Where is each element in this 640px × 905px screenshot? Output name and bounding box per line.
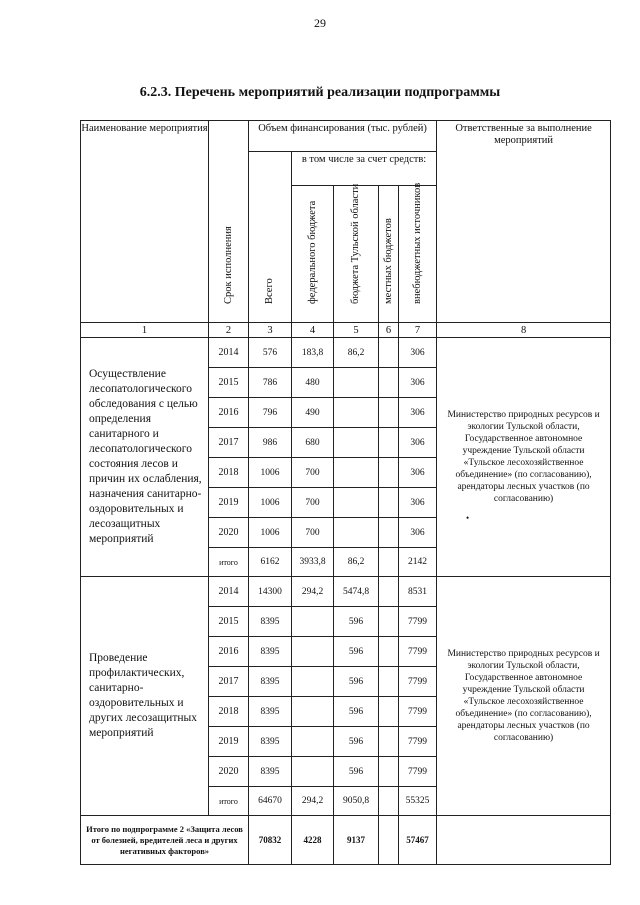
cell-local bbox=[379, 368, 399, 398]
cell-local bbox=[379, 637, 399, 667]
cell-local bbox=[379, 338, 399, 368]
row-year: 2017 bbox=[209, 428, 249, 458]
cell-total: 1006 bbox=[249, 488, 292, 518]
cell-regional bbox=[334, 398, 379, 428]
cell-extra: 7799 bbox=[399, 607, 437, 637]
col-num-4: 4 bbox=[292, 323, 334, 338]
cell-local bbox=[379, 577, 399, 607]
cell-regional: 596 bbox=[334, 637, 379, 667]
cell-federal: 680 bbox=[292, 428, 334, 458]
cell-regional bbox=[334, 368, 379, 398]
activity-responsible: Министерство природных ресурсов и экологии Тульской области, Государственное автономное учреждение Тульской области «Тульское лесохозяйственное объединение» (по согласованию), арендаторы лесных участков (по согласованию) bbox=[437, 338, 611, 577]
cell-total: 986 bbox=[249, 428, 292, 458]
col-num-5: 5 bbox=[334, 323, 379, 338]
cell-extra: 2142 bbox=[399, 548, 437, 577]
col-num-8: 8 bbox=[437, 323, 611, 338]
cell-local bbox=[379, 398, 399, 428]
cell-local bbox=[379, 488, 399, 518]
cell-federal bbox=[292, 727, 334, 757]
cell-local bbox=[379, 667, 399, 697]
cell-regional: 596 bbox=[334, 757, 379, 787]
cell-federal: 183,8 bbox=[292, 338, 334, 368]
cell-extra: 7799 bbox=[399, 757, 437, 787]
cell-federal: 700 bbox=[292, 518, 334, 548]
cell-local bbox=[379, 458, 399, 488]
cell-federal: 490 bbox=[292, 398, 334, 428]
header-responsible: Ответственные за выполнение мероприятий bbox=[437, 121, 611, 323]
cell-regional: 9050,8 bbox=[334, 787, 379, 816]
grand-total-regional: 9137 bbox=[334, 816, 379, 865]
header-name: Наименование мероприятия bbox=[81, 121, 209, 323]
row-year: 2017 bbox=[209, 667, 249, 697]
page-number: 29 bbox=[314, 16, 326, 30]
cell-extra: 306 bbox=[399, 428, 437, 458]
cell-federal bbox=[292, 637, 334, 667]
stray-mark: • bbox=[466, 513, 470, 523]
cell-extra: 306 bbox=[399, 338, 437, 368]
cell-federal bbox=[292, 757, 334, 787]
cell-federal bbox=[292, 607, 334, 637]
activities-table bbox=[80, 120, 611, 865]
grand-total-extra: 57467 bbox=[399, 816, 437, 865]
cell-local bbox=[379, 607, 399, 637]
activity-name: Осуществление лесопатологического обследования с целью определения санитарного и лесопатологического состояния лесов и причин их ослабления, назначения санитарно-оздоровительных и лесозащитных мероприятий bbox=[81, 338, 209, 577]
cell-extra: 306 bbox=[399, 518, 437, 548]
cell-total: 64670 bbox=[249, 787, 292, 816]
row-year: 2014 bbox=[209, 577, 249, 607]
cell-regional: 86,2 bbox=[334, 548, 379, 577]
row-year: 2020 bbox=[209, 518, 249, 548]
cell-extra: 7799 bbox=[399, 697, 437, 727]
cell-local bbox=[379, 428, 399, 458]
cell-total: 8395 bbox=[249, 607, 292, 637]
table-row bbox=[81, 338, 611, 368]
cell-regional bbox=[334, 488, 379, 518]
cell-extra: 7799 bbox=[399, 637, 437, 667]
header-including: в том числе за счет средств: bbox=[292, 152, 437, 186]
cell-extra: 7799 bbox=[399, 727, 437, 757]
cell-total: 8395 bbox=[249, 697, 292, 727]
cell-extra: 8531 bbox=[399, 577, 437, 607]
row-year: 2018 bbox=[209, 697, 249, 727]
col-num-3: 3 bbox=[249, 323, 292, 338]
cell-federal bbox=[292, 667, 334, 697]
cell-extra: 306 bbox=[399, 488, 437, 518]
cell-total: 6162 bbox=[249, 548, 292, 577]
col-num-6: 6 bbox=[379, 323, 399, 338]
cell-federal: 294,2 bbox=[292, 787, 334, 816]
cell-total: 786 bbox=[249, 368, 292, 398]
header-federal: федерального бюджета bbox=[292, 185, 334, 323]
row-year: итого bbox=[209, 787, 249, 816]
cell-total: 8395 bbox=[249, 637, 292, 667]
grand-total-federal: 4228 bbox=[292, 816, 334, 865]
cell-total: 796 bbox=[249, 398, 292, 428]
cell-total: 8395 bbox=[249, 667, 292, 697]
cell-regional: 86,2 bbox=[334, 338, 379, 368]
cell-total: 576 bbox=[249, 338, 292, 368]
cell-total: 14300 bbox=[249, 577, 292, 607]
cell-federal bbox=[292, 697, 334, 727]
row-year: 2014 bbox=[209, 338, 249, 368]
cell-extra: 306 bbox=[399, 368, 437, 398]
cell-extra: 306 bbox=[399, 398, 437, 428]
header-regional: бюджета Тульской области bbox=[334, 185, 379, 323]
grand-total-total: 70832 bbox=[249, 816, 292, 865]
section-title: 6.2.3. Перечень мероприятий реализации подпрограммы bbox=[139, 85, 501, 100]
col-num-7: 7 bbox=[399, 323, 437, 338]
cell-regional: 596 bbox=[334, 607, 379, 637]
row-year: 2018 bbox=[209, 458, 249, 488]
row-year: 2019 bbox=[209, 727, 249, 757]
row-year: 2015 bbox=[209, 607, 249, 637]
cell-local bbox=[379, 787, 399, 816]
cell-local bbox=[379, 697, 399, 727]
grand-total-local bbox=[379, 816, 399, 865]
header-extra: внебюджетных источников bbox=[399, 185, 437, 323]
row-year: 2016 bbox=[209, 637, 249, 667]
activity-responsible: Министерство природных ресурсов и экологии Тульской области, Государственное автономное учреждение Тульской области «Тульское лесохозяйственное объединение» (по согласованию), арендаторы лесных участков (по согласованию) bbox=[437, 577, 611, 816]
cell-regional: 5474,8 bbox=[334, 577, 379, 607]
grand-total-label: Итого по подпрограмме 2 «Защита лесов от болезней, вредителей леса и других негативных факторов» bbox=[81, 816, 249, 865]
header-local: местных бюджетов bbox=[379, 185, 399, 323]
cell-federal: 700 bbox=[292, 458, 334, 488]
header-financing: Объем финансирования (тыс. рублей) bbox=[249, 121, 437, 152]
row-year: 2020 bbox=[209, 757, 249, 787]
cell-local bbox=[379, 727, 399, 757]
col-num-1: 1 bbox=[81, 323, 209, 338]
row-year: 2015 bbox=[209, 368, 249, 398]
cell-total: 1006 bbox=[249, 458, 292, 488]
cell-federal: 700 bbox=[292, 488, 334, 518]
cell-federal: 294,2 bbox=[292, 577, 334, 607]
row-year: 2019 bbox=[209, 488, 249, 518]
cell-federal: 3933,8 bbox=[292, 548, 334, 577]
cell-total: 8395 bbox=[249, 757, 292, 787]
cell-regional: 596 bbox=[334, 727, 379, 757]
row-year: итого bbox=[209, 548, 249, 577]
col-num-2: 2 bbox=[209, 323, 249, 338]
cell-extra: 55325 bbox=[399, 787, 437, 816]
cell-federal: 480 bbox=[292, 368, 334, 398]
table-row bbox=[81, 577, 611, 607]
header-total: Всего bbox=[249, 152, 292, 323]
cell-regional bbox=[334, 458, 379, 488]
cell-local bbox=[379, 757, 399, 787]
cell-regional bbox=[334, 428, 379, 458]
cell-regional bbox=[334, 518, 379, 548]
cell-local bbox=[379, 518, 399, 548]
row-year: 2016 bbox=[209, 398, 249, 428]
cell-regional: 596 bbox=[334, 697, 379, 727]
cell-regional: 596 bbox=[334, 667, 379, 697]
grand-total-empty bbox=[437, 816, 611, 865]
activity-name: Проведение профилактических, санитарно-оздоровительных и других лесозащитных мероприятий bbox=[81, 577, 209, 816]
cell-extra: 7799 bbox=[399, 667, 437, 697]
cell-extra: 306 bbox=[399, 458, 437, 488]
cell-total: 8395 bbox=[249, 727, 292, 757]
cell-total: 1006 bbox=[249, 518, 292, 548]
header-term: Срок исполнения bbox=[209, 121, 249, 323]
cell-local bbox=[379, 548, 399, 577]
